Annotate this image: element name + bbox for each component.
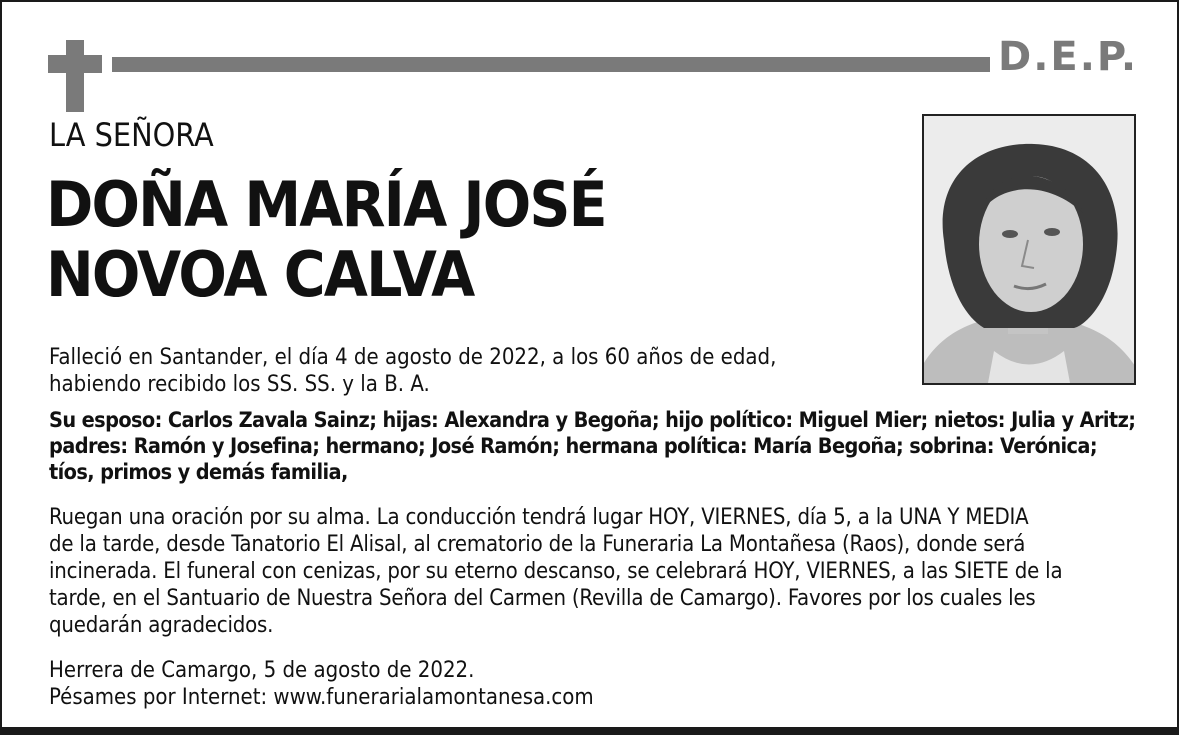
deceased-title: LA SEÑORA — [49, 116, 214, 154]
ceremony-line: quedarán agradecidos. — [49, 613, 274, 638]
place-date: Herrera de Camargo, 5 de agosto de 2022. — [49, 658, 475, 683]
family-line: tíos, primos y demás familia, — [49, 460, 348, 485]
header-rule — [112, 57, 990, 72]
deceased-name-line-2: NOVOA CALVA — [46, 238, 474, 311]
deceased-name-line-1: DOÑA MARÍA JOSÉ — [46, 168, 606, 241]
death-notice-line: habiendo recibido los SS. SS. y la B. A. — [49, 372, 430, 397]
death-notice — [49, 344, 909, 398]
deceased-name — [46, 170, 606, 310]
ceremony-line: de la tarde, desde Tanatorio El Alisal, al crematorio de la Funeraria La Montañesa (Raos), donde será — [49, 532, 1026, 557]
family-list — [49, 408, 1159, 486]
cross-icon — [48, 40, 102, 112]
ceremony-line: tarde, en el Santuario de Nuestra Señora del Carmen (Revilla de Camargo). Favores por los cuales les — [49, 586, 1036, 611]
family-line: padres: Ramón y Josefina; hermano; José Ramón; hermana política: María Begoña; sobrina: Verónica; — [49, 434, 1098, 459]
portrait-photo — [922, 114, 1136, 385]
dep-mark: D.E.P. — [998, 34, 1139, 80]
ceremony-line: Ruegan una oración por su alma. La conducción tendrá lugar HOY, VIERNES, día 5, a la UNA Y MEDIA — [49, 505, 1029, 530]
portrait-illustration — [924, 116, 1134, 383]
ceremony-line: incinerada. El funeral con cenizas, por su eterno descanso, se celebrará HOY, VIERNES, a las SIETE de la — [49, 559, 1063, 584]
ceremony-details — [49, 504, 1159, 639]
death-notice-line: Falleció en Santander, el día 4 de agosto de 2022, a los 60 años de edad, — [49, 345, 777, 370]
footer — [49, 657, 949, 711]
condolences-website: Pésames por Internet: www.funerarialamontanesa.com — [49, 685, 594, 710]
family-line: Su esposo: Carlos Zavala Sainz; hijas: Alexandra y Begoña; hijo político: Miguel Mier; nietos: Julia y Aritz; — [49, 408, 1136, 433]
